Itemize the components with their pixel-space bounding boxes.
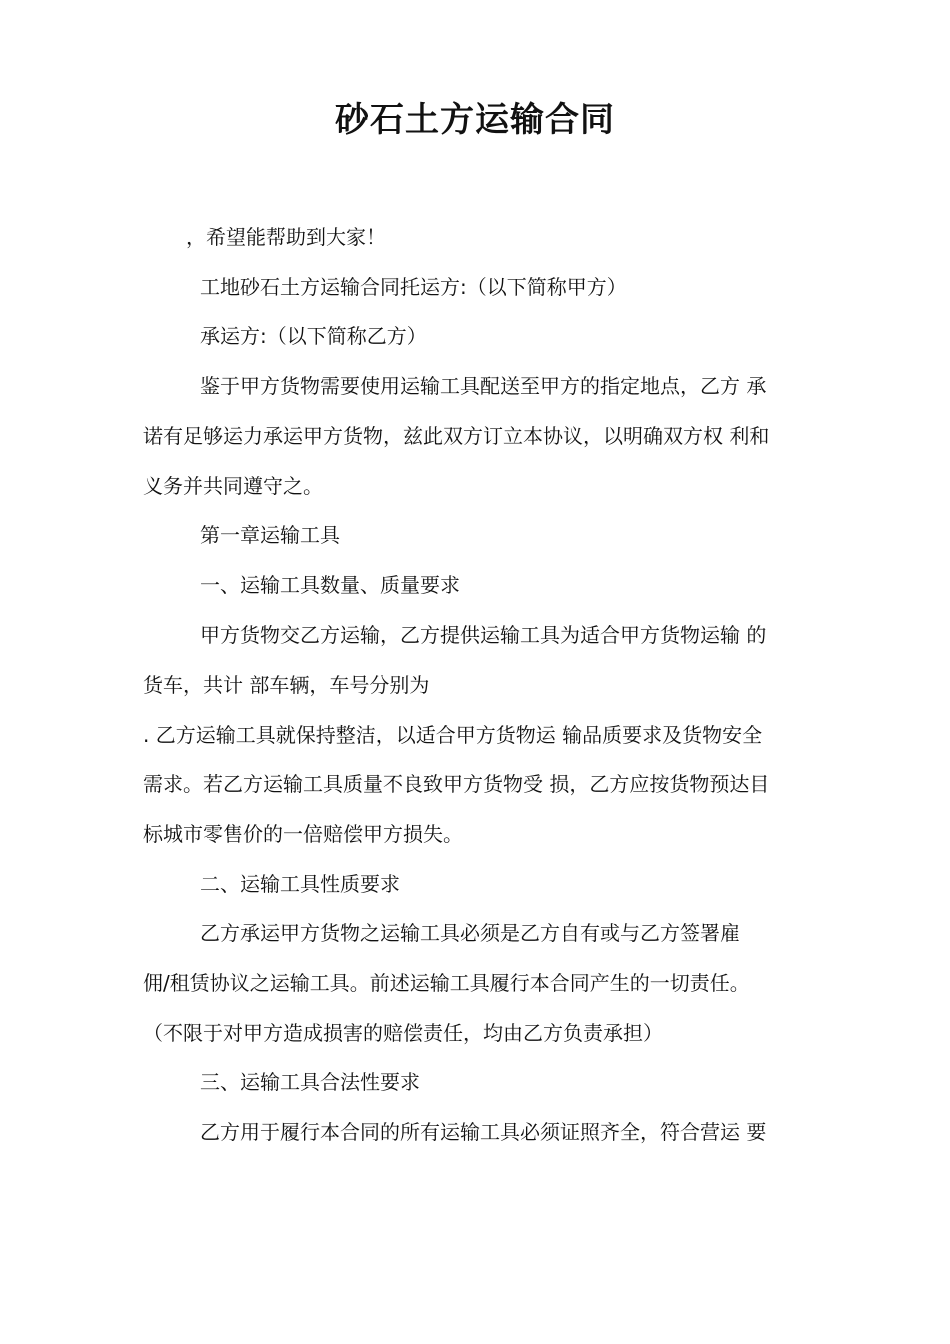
section-2-line-1: 乙方承运甲方货物之运输工具必须是乙方自有或与乙方签署雇 [200, 921, 740, 945]
consignor-line: 工地砂石土方运输合同托运方:（以下简称甲方） [200, 275, 627, 299]
section-heading-3: 三、运输工具合法性要求 [200, 1070, 420, 1094]
section-1-line-4: 需求。若乙方运输工具质量不良致甲方货物受 损，乙方应按货物预达目 [143, 772, 770, 796]
section-1-line-5: 标城市零售价的一倍赔偿甲方损失。 [143, 822, 463, 846]
section-1-line-2: 货车，共计 部车辆，车号分别为 [143, 673, 430, 697]
section-heading-1: 一、运输工具数量、质量要求 [200, 573, 460, 597]
section-1-line-3: . 乙方运输工具就保持整洁，以适合甲方货物运 输品质要求及货物安全 [143, 723, 763, 747]
carrier-line: 承运方:（以下简称乙方） [200, 324, 427, 348]
section-heading-2: 二、运输工具性质要求 [200, 872, 400, 896]
preamble-line-3: 义务并共同遵守之。 [143, 474, 323, 498]
section-1-line-1: 甲方货物交乙方运输，乙方提供运输工具为适合甲方货物运输 的 [200, 623, 767, 647]
preamble-line-2: 诺有足够运力承运甲方货物，兹此双方订立本协议，以明确双方权 利和 [143, 424, 770, 448]
section-2-line-2: 佣/租赁协议之运输工具。前述运输工具履行本合同产生的一切责任。 [143, 971, 750, 995]
section-2-line-3: （不限于对甲方造成损害的赔偿责任，均由乙方负责承担） [143, 1021, 663, 1045]
preamble-line-1: 鉴于甲方货物需要使用运输工具配送至甲方的指定地点，乙方 承 [200, 374, 767, 398]
document-title: 砂石土方运输合同 [335, 100, 615, 140]
intro-line: ，希望能帮助到大家！ [186, 225, 386, 249]
chapter-heading: 第一章运输工具 [200, 523, 340, 547]
section-3-line-1: 乙方用于履行本合同的所有运输工具必须证照齐全，符合营运 要 [200, 1120, 767, 1144]
